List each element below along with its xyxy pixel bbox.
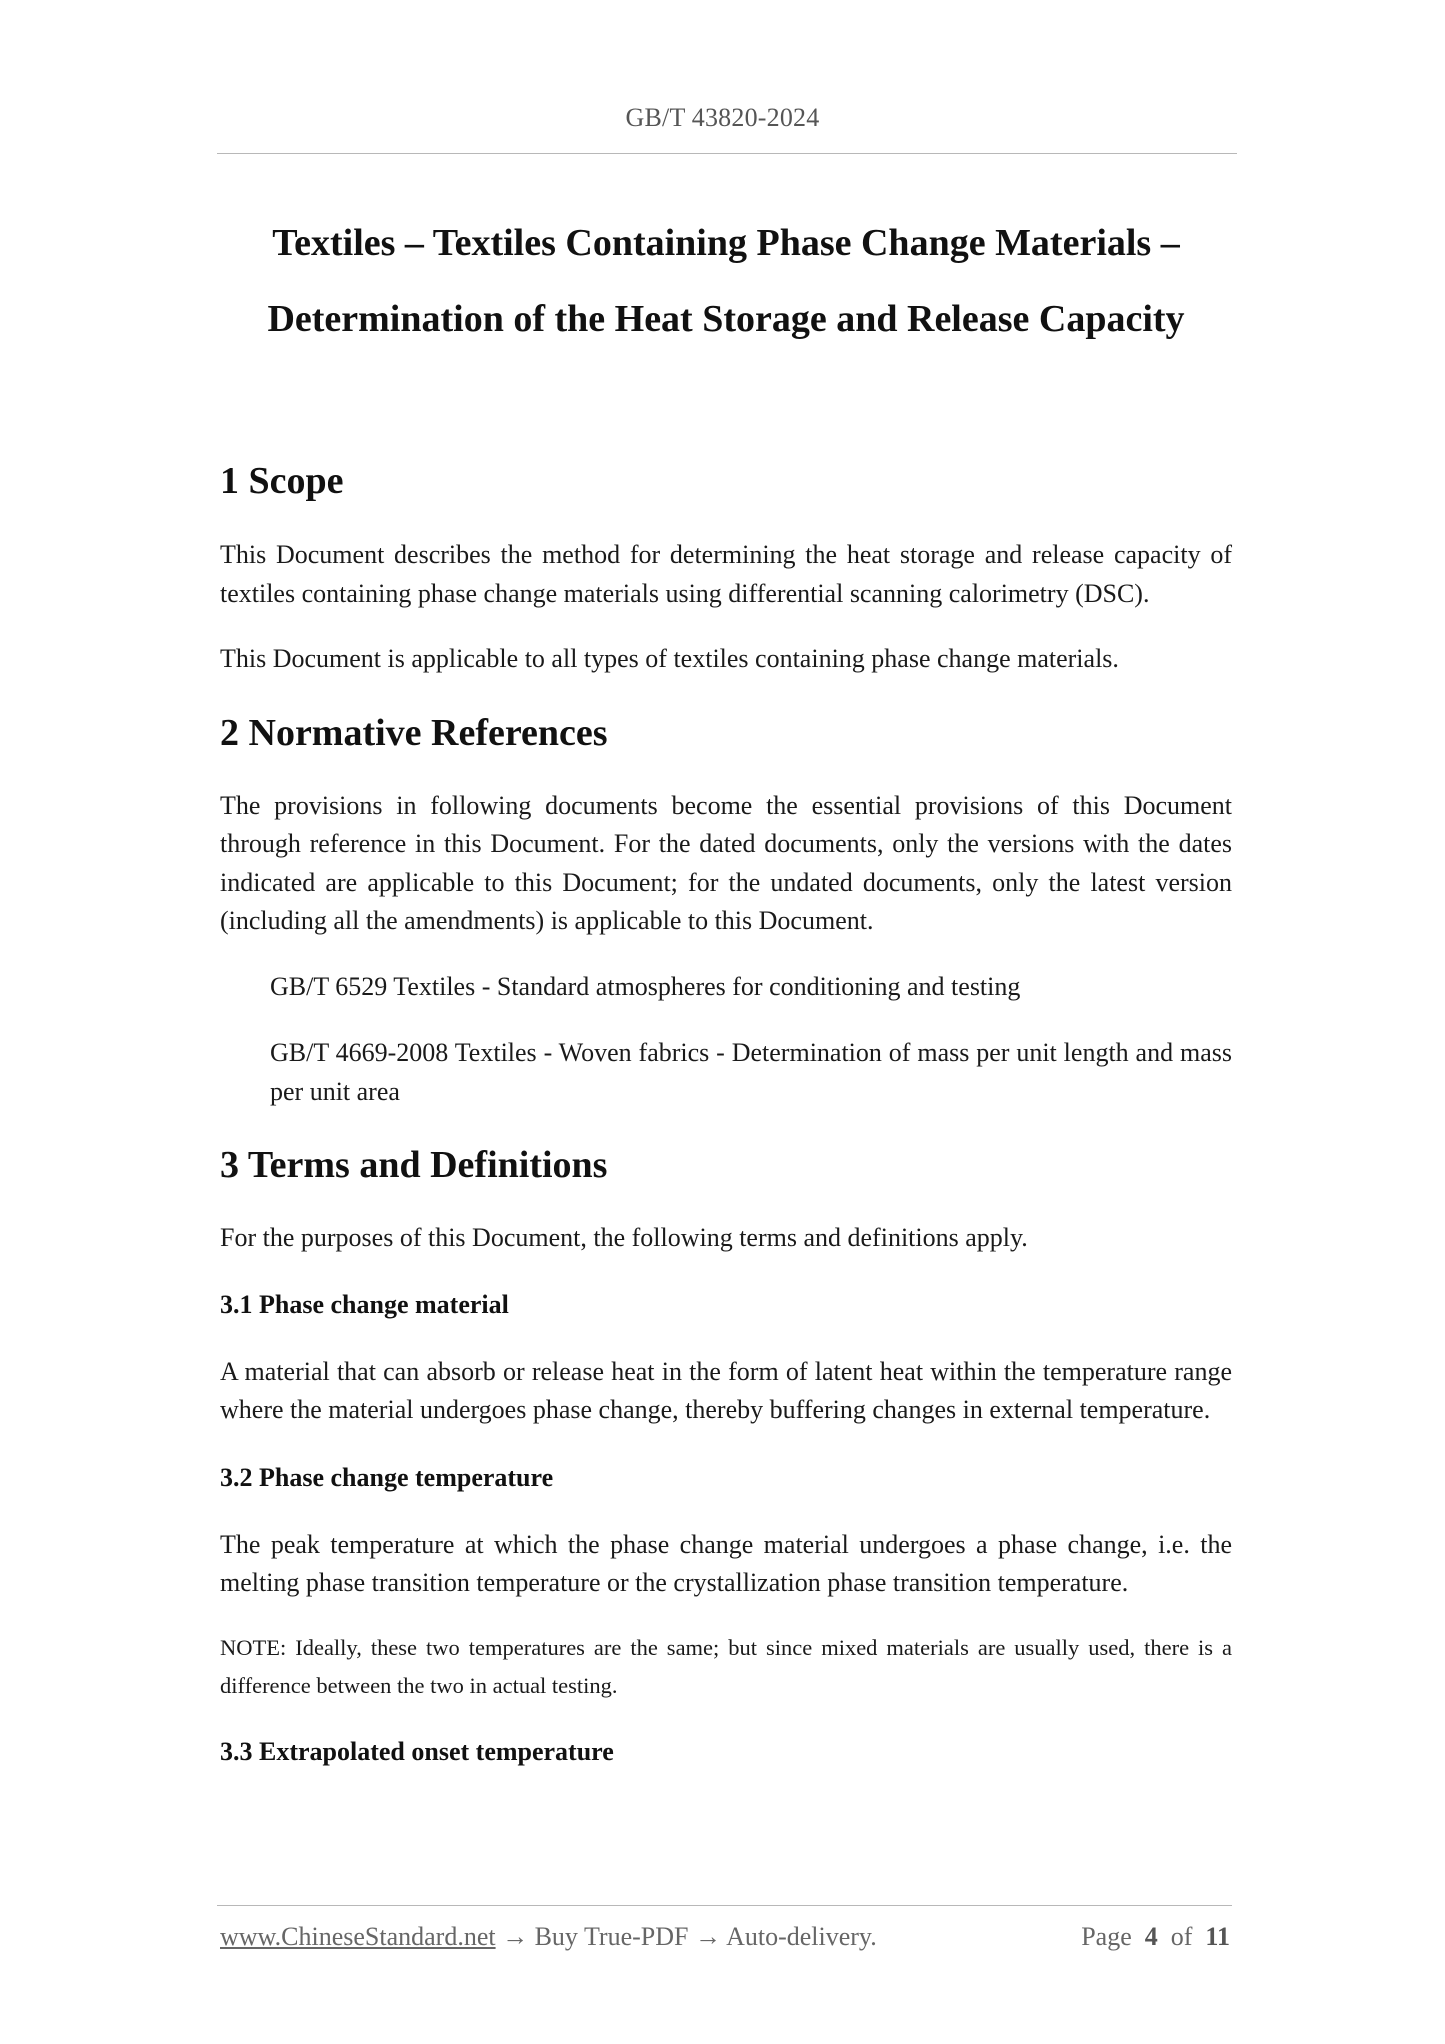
reference-item: GB/T 4669-2008 Textiles - Woven fabrics - Determination of mass per unit length and mass per unit area xyxy=(270,1038,1232,1106)
term-heading-3-3: 3.3 Extrapolated onset temperature xyxy=(220,1736,614,1766)
arrow-right-icon: → xyxy=(695,1922,721,1951)
title-line-2: Determination of the Heat Storage and Release Capacity xyxy=(267,298,1185,340)
scope-paragraph-2: This Document is applicable to all types of textiles containing phase change materials. xyxy=(220,644,1119,673)
terms-intro-paragraph: For the purposes of this Document, the following terms and definitions apply. xyxy=(220,1223,1028,1252)
page-label: Page xyxy=(1081,1922,1132,1951)
footer-buy-text: Buy True-PDF xyxy=(534,1922,689,1951)
total-page-count: 11 xyxy=(1205,1922,1230,1951)
section-heading-scope: 1 Scope xyxy=(220,460,344,502)
scope-paragraph-1: This Document describes the method for determining the heat storage and release capacity of textiles containing phase change materials using differential scanning calorimetry (DSC). xyxy=(220,540,1232,608)
footer-delivery-text: Auto-delivery. xyxy=(726,1922,877,1951)
term-heading-3-1: 3.1 Phase change material xyxy=(220,1289,509,1319)
section-heading-references: 2 Normative References xyxy=(220,711,608,754)
term-heading-3-2: 3.2 Phase change temperature xyxy=(220,1462,554,1492)
reference-item: GB/T 6529 Textiles - Standard atmospheres for conditioning and testing xyxy=(270,971,1021,1001)
document-title xyxy=(220,205,1232,357)
footer-promo xyxy=(220,1922,877,1952)
term-definition-3-2: The peak temperature at which the phase change material undergoes a phase change, i.e. the melting phase transition temperature or the crystallization phase transition temperature. xyxy=(220,1529,1232,1597)
document-code-header: GB/T 43820-2024 xyxy=(625,103,820,132)
header-divider xyxy=(217,153,1237,154)
term-note-3-2: NOTE: Ideally, these two temperatures are the same; but since mixed materials are usually used, there is a difference between the two in actual testing. xyxy=(220,1634,1232,1698)
section-heading-terms: 3 Terms and Definitions xyxy=(220,1144,608,1186)
footer-divider xyxy=(217,1905,1232,1906)
arrow-right-icon: → xyxy=(502,1922,529,1951)
page-content xyxy=(220,205,1232,1771)
term-definition-3-1: A material that can absorb or release heat in the form of latent heat within the temperature range where the material undergoes phase change, thereby buffering changes in external temperature. xyxy=(220,1356,1232,1424)
references-paragraph: The provisions in following documents become the essential provisions of this Document through reference in this Document. For the dated documents, only the versions with the dates indicated are applicable to this Document; for the undated documents, only the latest version (including all the amendments) is applicable to this Document. xyxy=(220,790,1232,935)
page-footer xyxy=(220,1922,1230,1962)
of-label: of xyxy=(1170,1922,1193,1951)
title-line-1: Textiles – Textiles Containing Phase Change Materials – xyxy=(272,222,1180,264)
current-page-number: 4 xyxy=(1144,1922,1158,1951)
chinesestandard-link[interactable]: www.ChineseStandard.net xyxy=(220,1922,496,1951)
page-number-indicator xyxy=(1081,1922,1230,1952)
